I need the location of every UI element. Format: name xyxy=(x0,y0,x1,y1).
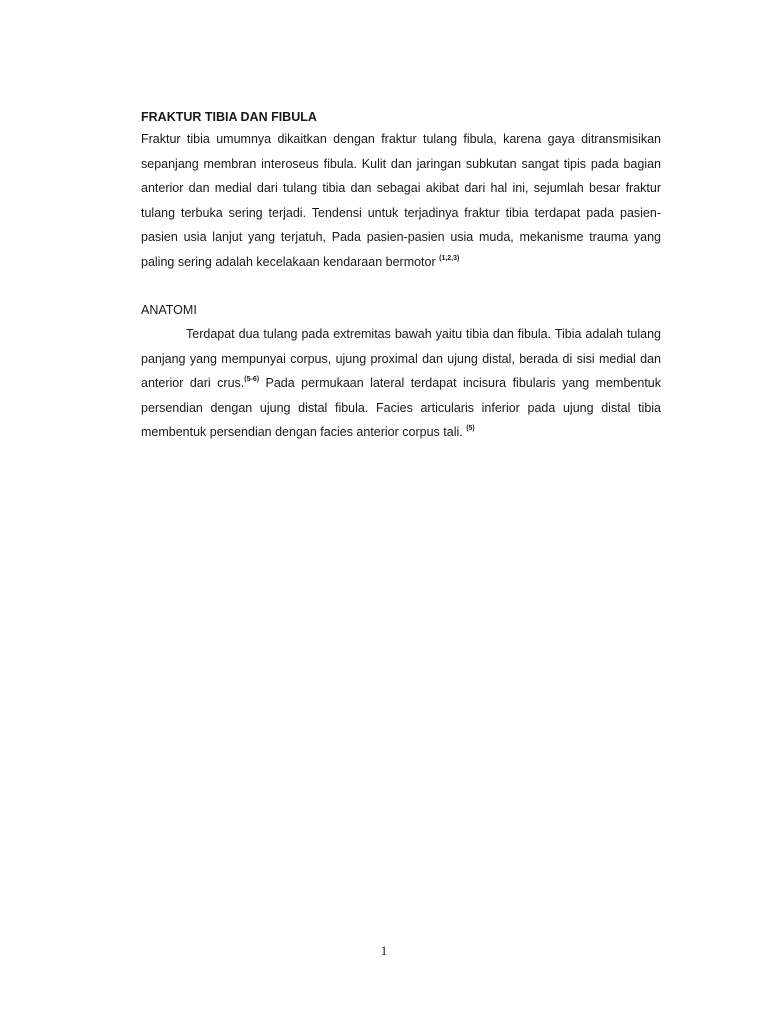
anatomy-paragraph xyxy=(141,322,661,445)
anatomy-text-part2: Pada permukaan lateral terdapat incisura fibularis yang membentuk persendian dengan ujung distal fibula. Facies articularis inferior pada ujung distal tibia membentuk persendian dengan facies anterior corpus tali. xyxy=(141,376,661,439)
intro-paragraph xyxy=(141,127,661,274)
anatomy-citation-1: (5-6) xyxy=(244,376,260,383)
section-heading-anatomi: ANATOMI xyxy=(141,303,197,317)
intro-text: Fraktur tibia umumnya dikaitkan dengan fraktur tulang fibula, karena gaya ditransmisikan sepanjang membran interoseus fibula. Kulit dan jaringan subkutan sangat tipis pada bagian anterior dan medial dari tulang tibia dan sebagai akibat dari hal ini, sejumlah besar fraktur tulang terbuka sering terjadi. Tendensi untuk terjadinya fraktur tibia terdapat pada pasien-pasien usia lanjut yang terjatuh, Pada pasien-pasien usia muda, mekanisme trauma yang paling sering adalah kecelakaan kendaraan bermotor xyxy=(141,132,661,269)
anatomy-citation-2: (5) xyxy=(466,425,475,432)
document-body xyxy=(141,107,661,445)
intro-citation: (1,2,3) xyxy=(439,254,460,262)
anatomy-text-part1: Terdapat dua tulang pada extremitas bawah yaitu tibia dan fibula. Tibia adalah tulang panjang yang mempunyai corpus, ujung proximal dan ujung distal, berada di sisi medial dan anterior dari crus. xyxy=(141,327,661,390)
document-title: FRAKTUR TIBIA DAN FIBULA xyxy=(141,110,317,124)
page-number: 1 xyxy=(380,943,388,958)
